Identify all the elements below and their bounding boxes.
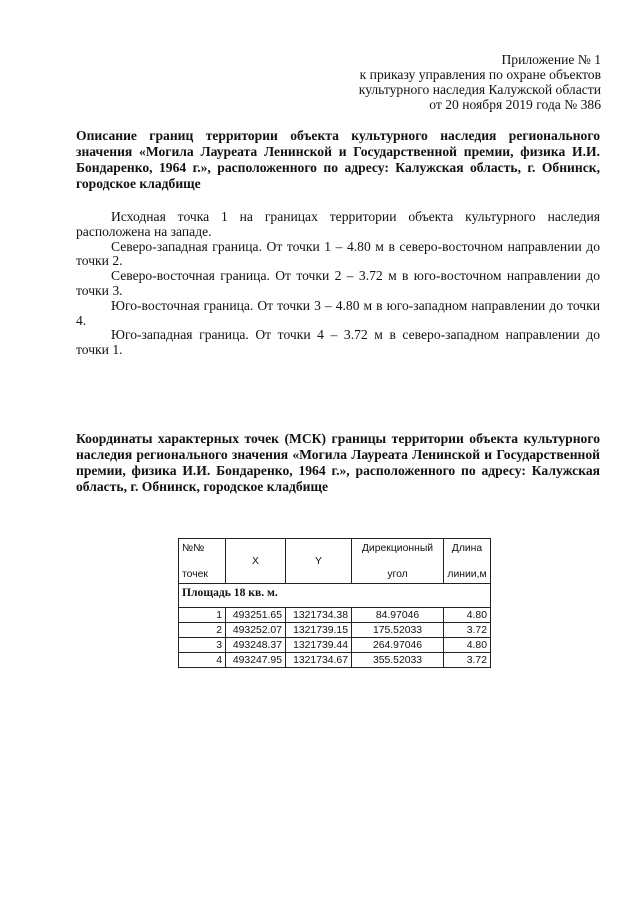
- table-row: [179, 608, 491, 623]
- direction-angle: 84.97046: [352, 608, 444, 623]
- point-number: 2: [179, 623, 226, 638]
- header-y: Y: [286, 539, 352, 584]
- point-number: 1: [179, 608, 226, 623]
- table-area-row: [179, 584, 491, 601]
- description-paragraph: Юго-западная граница. От точки 4 – 3.72 м в северо-западном направлении до точки 1.: [76, 327, 600, 358]
- header-direction-angle: Дирекционный угол: [352, 539, 444, 584]
- line-length: 4.80: [444, 608, 491, 623]
- coordinates-heading: Координаты характерных точек (МСК) границы территории объекта культурного наследия регионального значения «Могила Лауреата Ленинской и Государственной премии, физика И.И. Бондаренко, 1964 г.», расположенного по адресу: Калужская область, г. Обнинск, городское кладбище: [76, 431, 600, 494]
- line-length: 3.72: [444, 653, 491, 668]
- point-number: 4: [179, 653, 226, 668]
- point-y: 1321734.38: [286, 608, 352, 623]
- point-x: 493251.65: [226, 608, 286, 623]
- header-x: X: [226, 539, 286, 584]
- area-label: Площадь 18 кв. м.: [179, 584, 491, 601]
- direction-angle: 355.52033: [352, 653, 444, 668]
- header-point-number: №№ точек: [179, 539, 226, 584]
- appendix-line-1: Приложение № 1: [501, 52, 601, 67]
- description-paragraph: Северо-западная граница. От точки 1 – 4.80 м в северо-восточном направлении до точки 2.: [76, 238, 600, 269]
- point-y: 1321739.15: [286, 623, 352, 638]
- boundary-description-heading: Описание границ территории объекта культурного наследия регионального значения «Могила Лауреата Ленинской и Государственной премии, физика И.И. Бондаренко, 1964 г.», расположенного по адресу: Калужская область, г. Обнинск, городское кладбище: [76, 128, 600, 191]
- point-x: 493247.95: [226, 653, 286, 668]
- appendix-line-4: от 20 ноября 2019 года № 386: [429, 97, 601, 112]
- table-header-row: [179, 539, 491, 584]
- point-y: 1321739.44: [286, 638, 352, 653]
- point-x: 493252.07: [226, 623, 286, 638]
- table-spacer-row: [179, 600, 491, 608]
- direction-angle: 264.97046: [352, 638, 444, 653]
- direction-angle: 175.52033: [352, 623, 444, 638]
- appendix-line-2: к приказу управления по охране объектов: [359, 67, 601, 82]
- boundary-description: [76, 210, 600, 358]
- header-line-length: Длина линии,м: [444, 539, 491, 584]
- table-row: [179, 638, 491, 653]
- table-row: [179, 653, 491, 668]
- appendix-block: [301, 52, 601, 112]
- description-paragraph: Северо-восточная граница. От точки 2 – 3.72 м в юго-восточном направлении до точки 3.: [76, 268, 600, 298]
- appendix-line-3: культурного наследия Калужской области: [358, 82, 601, 97]
- point-x: 493248.37: [226, 638, 286, 653]
- coordinates-table: [178, 538, 491, 668]
- point-y: 1321734.67: [286, 653, 352, 668]
- line-length: 4.80: [444, 638, 491, 653]
- description-paragraph: Юго-восточная граница. От точки 3 – 4.80 м в юго-западном направлении до точки 4.: [76, 297, 600, 328]
- description-paragraph: Исходная точка 1 на границах территории объекта культурного наследия расположена на западе.: [76, 209, 600, 239]
- point-number: 3: [179, 638, 226, 653]
- line-length: 3.72: [444, 623, 491, 638]
- table-row: [179, 623, 491, 638]
